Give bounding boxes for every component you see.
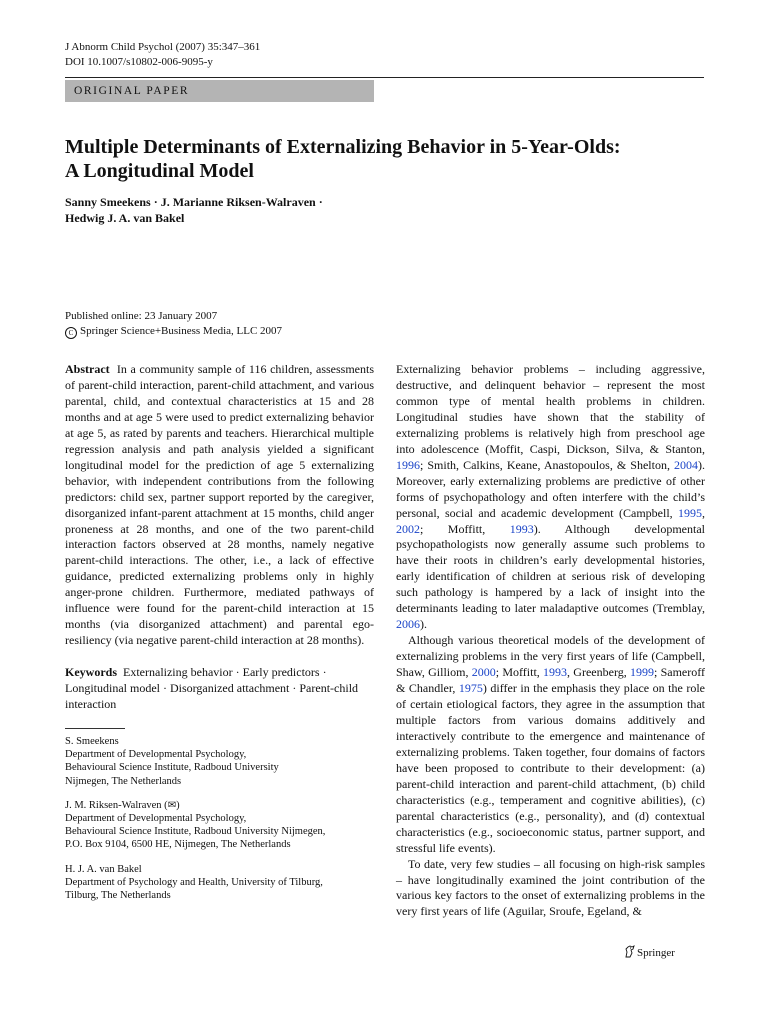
copyright-icon: C — [65, 327, 77, 339]
header-rule — [65, 77, 704, 78]
springer-horse-icon — [624, 945, 636, 958]
journal-header — [65, 40, 260, 70]
affiliation-1 — [65, 735, 374, 788]
published-date: Published online: 23 January 2007 — [65, 310, 218, 322]
affiliation-line: Tilburg, The Netherlands — [65, 890, 171, 902]
publisher-logo — [624, 945, 675, 961]
body-text: ; Moffitt, — [495, 665, 544, 680]
copyright-line — [65, 324, 282, 339]
citation-link[interactable]: 2004 — [674, 457, 698, 472]
affiliation-line: Department of Developmental Psychology, — [65, 749, 247, 761]
affiliation-line: Department of Developmental Psychology, — [65, 813, 247, 825]
body-text: ). Moreover, early externalizing problems are predictive of other forms of psychopathology and often interfere with the child’s personal, social and academic development (Campbell, — [396, 457, 705, 520]
citation-link[interactable]: 2002 — [396, 521, 420, 536]
keywords-text: Externalizing behavior · Early predictors · Longitudinal model · Disorganized attachment · Parent-child interaction — [65, 665, 359, 712]
keywords-label: Keywords — [65, 665, 117, 680]
body-text: , Greenberg, — [567, 665, 630, 680]
body-text: ; Sameroff & Chandler, — [396, 665, 706, 696]
abstract-text: In a community sample of 116 children, assessments of parent-child interaction, parent-child attachment, and various parental, child, and contextual characteristics at 15 and 28 months and at age 5 were used to predict externalizing behavior at age 5, as rated by parents and teachers. Hierarchical multiple regression analysis and path analysis yielded a significant longitudinal model for the prediction of age 5 externalizing behavior, with independent contributions from the following predictors: child sex, partner support reported by the caregiver, disorganized infant-parent attachment at 15 months, child anger proneness at 28 months, and one of the two parent-child interaction factors observed at 28 months, namely negative parent-child interactions. The other, i.e., a lack of effective guidance, predicted externalizing problems only in highly anger-prone children. Furthermore, mediated pathways of influence were found for the parent-child interaction at 15 months (via disorganized attachment) and parental ego-resiliency (via negative parent-child interaction at 28 months). — [65, 362, 375, 648]
affiliation-name: S. Smeekens — [65, 736, 119, 748]
citation-link[interactable]: 1993 — [543, 665, 568, 680]
affiliation-line: Behavioural Science Institute, Radboud University Nijmegen, — [65, 826, 326, 838]
citation-link[interactable]: 1995 — [678, 505, 702, 520]
body-text: ). — [420, 617, 427, 632]
left-column — [65, 362, 374, 913]
keywords — [65, 665, 374, 713]
journal-citation: J Abnorm Child Psychol (2007) 35:347–361 — [65, 41, 261, 53]
copyright-text: Springer Science+Business Media, LLC 2007 — [80, 325, 283, 337]
body-paragraph-2 — [396, 633, 705, 856]
body-text: , — [702, 505, 705, 520]
doi: DOI 10.1007/s10802-006-9095-y — [65, 56, 213, 68]
affiliation-name-close: ) — [176, 799, 180, 811]
right-column — [396, 362, 705, 920]
section-label: ORIGINAL PAPER — [65, 80, 374, 102]
envelope-icon[interactable]: ✉ — [167, 799, 177, 811]
affiliation-line: Behavioural Science Institute, Radboud University — [65, 762, 279, 774]
affiliation-rule — [65, 728, 125, 729]
body-paragraph-1 — [396, 362, 705, 633]
body-text: ; Smith, Calkins, Keane, Anastopoulos, & Shelton, — [420, 457, 674, 472]
affiliation-name: H. J. A. van Bakel — [65, 863, 142, 875]
publisher-name: Springer — [637, 947, 675, 959]
affiliation-line: Department of Psychology and Health, University of Tilburg, — [65, 876, 323, 888]
affiliation-line: Nijmegen, The Netherlands — [65, 775, 182, 787]
authors-line-2: Hedwig J. A. van Bakel — [65, 211, 185, 225]
publication-info — [65, 309, 282, 339]
author-list — [65, 194, 465, 226]
body-text: ). Although developmental psychopathologists now generally assume such problems to have their roots in children’s early developmental histories, early identification of children at serious risk of developing such pathology is hampered by a lack of insight into the determinants leading to later maladaptive outcomes (Tremblay, — [396, 521, 705, 616]
affiliation-3 — [65, 863, 374, 903]
article-title — [65, 135, 705, 183]
authors-line-1: Sanny Smeekens · J. Marianne Riksen-Walraven · — [65, 195, 323, 209]
citation-link[interactable]: 2006 — [396, 617, 420, 632]
body-text: ; Moffitt, — [420, 521, 510, 536]
abstract — [65, 362, 374, 649]
affiliation-name: J. M. Riksen-Walraven ( — [65, 799, 168, 811]
body-text: ) differ in the emphasis they place on the role of certain etiological factors, they agree in the assumption that multiple factors from various domains additively and interactively contribute to the emergence and maintenance of externalizing problems. Taken together, four domains of factors have been proposed to contribute to their development: (a) parent-child interaction and parent-child attachment, (b) child characteristics (e.g., temperament and cognitive abilities), (c) parental characteristics (e.g., personality), and (d) contextual characteristics (e.g., socioeconomic status, partner support, and stressful life events). — [396, 681, 706, 855]
abstract-label: Abstract — [65, 362, 110, 376]
body-text: Although various theoretical models of the development of externalizing problems in the very first years of life (Campbell, Shaw, Gilliom, — [396, 633, 705, 680]
title-line-1: Multiple Determinants of Externalizing Behavior in 5-Year-Olds: — [65, 136, 621, 158]
body-paragraph-3: To date, very few studies – all focusing on high-risk samples – have longitudinally examined the joint contribution of the various key factors to the onset of externalizing problems in the very first years of life (Aguilar, Sroufe, Egeland, & — [396, 856, 705, 919]
affiliation-line: P.O. Box 9104, 6500 HE, Nijmegen, The Netherlands — [65, 839, 291, 851]
citation-link[interactable]: 1975 — [458, 681, 483, 696]
affiliation-2 — [65, 799, 374, 852]
body-text: Externalizing behavior problems – including aggressive, destructive, and delinquent behavior – represent the most common type of mental health problems in children. Longitudinal studies have shown that the stability of externalizing problems is relatively high from preschool age into adolescence (Moffit, Caspi, Dickson, Silva, & Stanton, — [396, 362, 705, 456]
citation-link[interactable]: 1993 — [509, 521, 534, 536]
citation-link[interactable]: 2000 — [471, 665, 496, 680]
citation-link[interactable]: 1999 — [629, 665, 654, 680]
citation-link[interactable]: 1996 — [396, 457, 420, 472]
title-line-2: A Longitudinal Model — [65, 160, 254, 182]
